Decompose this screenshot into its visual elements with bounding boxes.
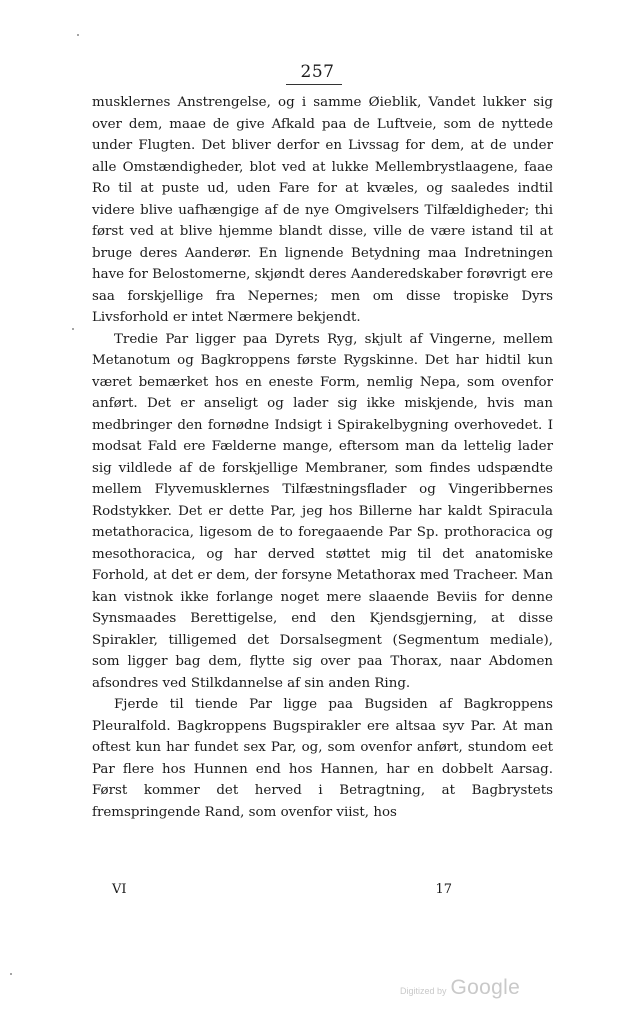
watermark-prefix: Digitized by [400,986,447,996]
paragraph-3: Fjerde til tiende Par ligge paa Bugsiden af Bagkroppens Pleuralfold. Bagkroppens Bugspirakler ere altsaa syv Par. At man oftest kun har fundet sex Par, og, som ovenfor anført, stundom eet Par flere hos Hunnen end hos Hannen, har en dobbelt Aarsag. Først kommer det herved i Betragtning, at Bagbrystets fremspringende Rand, som ovenfor viist, hos [92,697,553,820]
page-number: 257 [300,62,335,82]
paper-speck [72,328,74,330]
signature-mark: VI [112,882,127,897]
paper-speck [77,34,79,36]
footer-signature-line [112,882,452,897]
digitized-watermark [400,976,520,1000]
paper-speck [10,973,12,975]
sheet-number: 17 [435,882,452,897]
paragraph-1: musklernes Anstrengelse, og i samme Øieblik, Vandet lukker sig over dem, maae de give Afkald paa de Luftveie, som de nyttede under Flugten. Det bliver derfor en Livssag for dem, at de under alle Omstændigheder, blot ved at lukke Mellembrystlaagene, faae Ro til at puste ud, uden Fare for at kvæles, og saaledes indtil videre blive uafhængige af de nye Omgivelsers Tilfældigheder; thi først ved at blive hjemme blandt disse, ville de være istand til at bruge deres Aanderør. En lignende Betydning maa Indretningen have for Belostomerne, skjøndt deres Aanderedskaber forøvrigt ere saa forskjellige fra Nepernes; men om disse tropiske Dyrs Livsforhold er intet Nærmere bekjendt. [92,95,553,325]
page-number-rule [286,84,342,85]
body-text [92,92,553,823]
paragraph-2: Tredie Par ligger paa Dyrets Ryg, skjult af Vingerne, mellem Metanotum og Bagkroppens første Rygskinne. Det har hidtil kun været bemærket hos en eneste Form, nemlig Nepa, som ovenfor anført. Det er anseligt og lader sig ikke miskjende, hvis man medbringer den fornødne Indsigt i Spirakelbygning overhovedet. I modsat Fald ere Fælderne mange, eftersom man da lettelig lader sig vildlede af de forskjellige Membraner, som findes udspændte mellem Flyvemusklernes Tilfæstningsflader og Vingeribbernes Rodstykker. Det er dette Par, jeg hos Billerne har kaldt Spiracula metathoracica, ligesom de to foregaaende Par Sp. prothoracica og mesothoracica, og har derved støttet mig til det anatomiske Forhold, at det er dem, der forsyne Metathorax med Tracheer. Man kan vistnok ikke forlange noget mere slaaende Beviis for denne Synsmaades Berettigelse, end den Kjendsgjerning, at disse Spirakler, tilligemed det Dorsalsegment (Segmentum mediale), som ligger bag dem, flytte sig over paa Thorax, naar Abdomen afsondres ved Stilkdannelse af sin anden Ring. [92,331,553,691]
watermark-brand: Google [450,976,521,999]
